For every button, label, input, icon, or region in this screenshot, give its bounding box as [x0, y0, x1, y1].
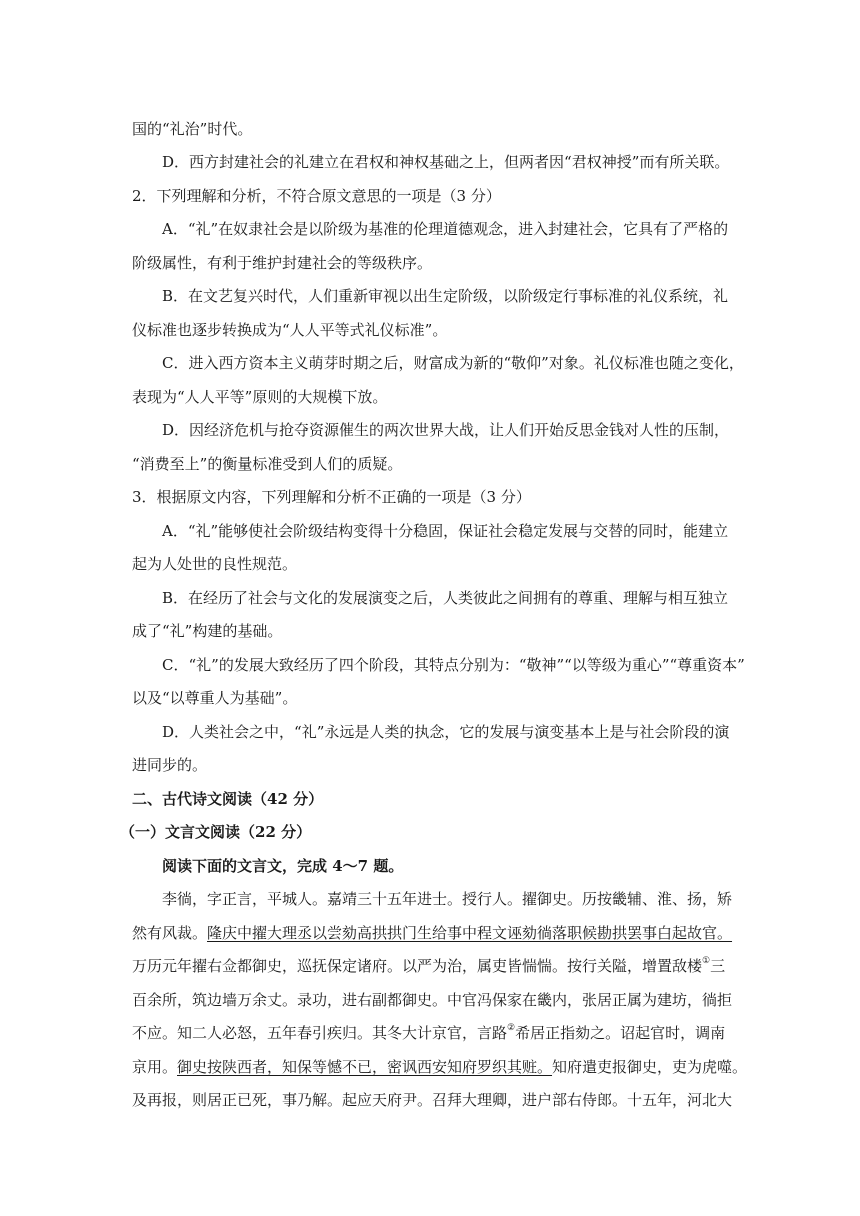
- passage-line: 不应。知二人必怒，五年春引疾归。其冬大计京官，言路②希居正指劾之。诏起官时，调南: [132, 1023, 726, 1042]
- footnote-mark-1: ①: [702, 956, 711, 966]
- text-line: “消费至上”的衡量标准受到人们的质疑。: [132, 455, 403, 473]
- footnote-mark-2: ②: [507, 1023, 516, 1033]
- passage-line: 京用。御史按陕西者，知保等憾不已，密讽西安知府罗织其赃。知府遣吏报御史，吏为虎噬。: [132, 1058, 748, 1076]
- text-line: 进同步的。: [132, 756, 208, 774]
- option-c-q3: C．“礼”的发展大致经历了四个阶段，其特点分别为：“敬神”“以等级为重心”“尊重资本”: [162, 656, 745, 674]
- question-2: 2．下列理解和分析，不符合原文意思的一项是（3 分）: [132, 187, 501, 205]
- option-d-q3: D．人类社会之中，“礼”永远是人类的执念，它的发展与演变基本上是与社会阶段的演: [162, 723, 730, 741]
- text-line: 起为人处世的良性规范。: [132, 555, 298, 573]
- option-a-q3: A．“礼”能够使社会阶级结构变得十分稳固，保证社会稳定发展与交替的同时，能建立: [162, 522, 729, 540]
- option-a-q2: A．“礼”在奴隶社会是以阶级为基准的伦理道德观念，进入封建社会，它具有了严格的: [162, 220, 729, 238]
- passage-line: 李徜，字正言，平城人。嘉靖三十五年进士。授行人。擢御史。历按畿辅、淮、扬，矫: [162, 890, 733, 908]
- option-d-q1: D．西方封建社会的礼建立在君权和神权基础之上，但两者因“君权神授”而有所关联。: [162, 153, 730, 171]
- subsection-heading: （一）文言文阅读（22 分）: [120, 823, 312, 841]
- option-b-q2: B．在文艺复兴时代，人们重新审视以出生定阶级，以阶级定行事标准的礼仪系统，礼: [162, 287, 729, 305]
- text-line: 以及“以尊重人为基础”。: [132, 689, 298, 707]
- passage-line: 及再报，则居正已死，事乃解。起应天府尹。召拜大理卿，进户部右侍郎。十五年，河北大: [132, 1091, 733, 1109]
- instruction: 阅读下面的文言文，完成 4～7 题。: [162, 857, 404, 875]
- text-line: 仪标准也逐步转换成为“人人平等式礼仪标准”。: [132, 321, 448, 339]
- passage-line: 百余所，筑边墙万余丈。录功，进右副都御史。中官冯保家在畿内，张居正属为建坊，徜拒: [132, 991, 733, 1009]
- section-heading: 二、古代诗文阅读（42 分）: [132, 790, 324, 808]
- text-line: 成了“礼”构建的基础。: [132, 622, 283, 640]
- text-line: 表现为“人人平等”原则的大规模下放。: [132, 388, 388, 406]
- passage-line: 然有风裁。隆庆中擢大理丞以尝劾高拱拱门生给事中程文诬劾徜落职候勘拱罢事白起故官。: [132, 924, 733, 942]
- underlined-sentence-2: 御史按陕西者，知保等憾不已，密讽西安知府罗织其赃。: [177, 1058, 553, 1076]
- question-3: 3．根据原文内容，下列理解和分析不正确的一项是（3 分）: [132, 488, 531, 506]
- option-d-q2: D．因经济危机与抢夺资源催生的两次世界大战，让人们开始反思金钱对人性的压制，: [162, 421, 730, 439]
- option-b-q3: B．在经历了社会与文化的发展演变之后，人类彼此之间拥有的尊重、理解与相互独立: [162, 589, 729, 607]
- underlined-sentence-1: 隆庆中擢大理丞以尝劾高拱拱门生给事中程文诬劾徜落职候勘拱罢事白起故官。: [207, 924, 733, 942]
- text-line: 阶级属性，有利于维护封建社会的等级秩序。: [132, 254, 433, 272]
- option-c-q2: C．进入西方资本主义萌芽时期之后，财富成为新的“敬仰”对象。礼仪标准也随之变化，: [162, 354, 744, 372]
- text-line: 国的“礼治”时代。: [132, 120, 253, 138]
- passage-line: 万历元年擢右佥都御史，巡抚保定诸府。以严为治，属吏皆惴惴。按行关隘，增置敌楼①三: [132, 956, 726, 975]
